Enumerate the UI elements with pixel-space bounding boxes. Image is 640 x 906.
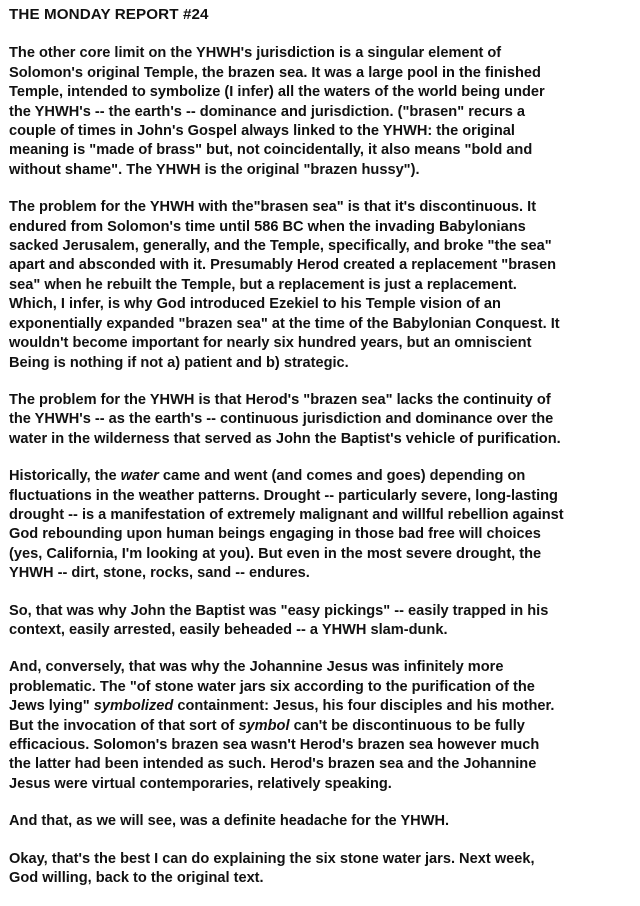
- paragraph-1: [9, 44, 635, 180]
- paragraph-8: [9, 850, 635, 889]
- paragraph-3: [9, 391, 635, 449]
- paragraph-line: The problem for the YHWH with the"brasen sea" is that it's discontinuous. It: [9, 199, 537, 216]
- report-title: THE MONDAY REPORT #24: [9, 6, 209, 23]
- paragraph-line: [9, 697, 635, 716]
- paragraph-line: [9, 467, 635, 486]
- paragraph-line: (yes, California, I'm looking at you). But even in the most severe drought, the: [9, 545, 542, 562]
- paragraph-line: So, that was why John the Baptist was "easy pickings" -- easily trapped in his: [9, 602, 549, 619]
- document-page: [9, 5, 635, 906]
- paragraph-line: endured from Solomon's time until 586 BC when the invading Babylonians: [9, 218, 526, 235]
- paragraph-line: the YHWH's -- as the earth's -- continuous jurisdiction and dominance over the: [9, 411, 554, 428]
- paragraph-line: the latter had been intended as such. Herod's brazen sea and the Johannine: [9, 756, 537, 773]
- paragraph-line: without shame". The YHWH is the original "brazen hussy").: [9, 161, 420, 178]
- paragraph-line: God willing, back to the original text.: [9, 870, 264, 887]
- text-run: came and went (and comes and goes) depending on: [158, 468, 526, 485]
- paragraph-line: sea" when he rebuilt the Temple, but a replacement is just a replacement.: [9, 276, 517, 293]
- paragraph-line: And, conversely, that was why the Johannine Jesus was infinitely more: [9, 659, 504, 676]
- paragraph-7: [9, 812, 635, 831]
- paragraph-line: And that, as we will see, was a definite headache for the YHWH.: [9, 813, 450, 830]
- paragraph-line: wouldn't become important for nearly six hundred years, but an omniscient: [9, 335, 532, 352]
- paragraph-line: meaning is "made of brass" but, not coincidentally, it also means "bold and: [9, 142, 533, 159]
- paragraph-6: [9, 658, 635, 794]
- paragraph-line: YHWH -- dirt, stone, rocks, sand -- endures.: [9, 565, 310, 582]
- paragraph-line: efficacious. Solomon's brazen sea wasn't Herod's brazen sea however much: [9, 737, 540, 753]
- paragraph-4: [9, 467, 635, 583]
- paragraph-5: [9, 602, 635, 641]
- text-run: containment: Jesus, his four disciples and his mother.: [173, 698, 555, 715]
- paragraph-line: drought -- is a manifestation of extremely malignant and willful rebellion against: [9, 506, 564, 523]
- paragraph-line: Okay, that's the best I can do explaining the six stone water jars. Next week,: [9, 850, 535, 867]
- paragraph-line: Solomon's original Temple, the brazen sea. It was a large pool in the finished: [9, 64, 541, 81]
- paragraph-line: the YHWH's -- the earth's -- dominance and jurisdiction. ("brasen" recurs a: [9, 103, 525, 120]
- paragraph-2: [9, 198, 635, 373]
- paragraph-line: The other core limit on the YHWH's jurisdiction is a singular element of: [9, 45, 502, 62]
- paragraph-line: Which, I infer, is why God introduced Ezekiel to his Temple vision of an: [9, 296, 501, 313]
- paragraph-line: fluctuations in the weather patterns. Drought -- particularly severe, long-lasting: [9, 487, 558, 504]
- paragraph-line: Being is nothing if not a) patient and b) strategic.: [9, 354, 349, 371]
- text-run: Jews lying": [9, 698, 94, 715]
- text-run: Historically, the: [9, 468, 121, 485]
- text-run: But the invocation of that sort of: [9, 717, 239, 734]
- paragraph-line: God rebounding upon human beings engaging in those bad free will choices: [9, 526, 541, 543]
- paragraph-line: problematic. The "of stone water jars six according to the purification of the: [9, 678, 535, 695]
- paragraph-line: couple of times in John's Gospel always linked to the YHWH: the original: [9, 123, 515, 140]
- emphasized-word: water: [120, 468, 159, 485]
- paragraph-line: apart and absconded with it. Presumably Herod created a replacement "brasen: [9, 257, 557, 274]
- emphasized-word: symbol: [238, 717, 290, 734]
- paragraph-line: exponentially expanded "brazen sea" at the time of the Babylonian Conquest. It: [9, 315, 560, 332]
- paragraph-line: [9, 717, 635, 736]
- paragraph-line: Temple, intended to symbolize (I infer) all the waters of the world being under: [9, 84, 545, 101]
- paragraph-line: The problem for the YHWH is that Herod's "brazen sea" lacks the continuity of: [9, 391, 551, 408]
- paragraph-line: context, easily arrested, easily beheaded -- a YHWH slam-dunk.: [9, 621, 448, 638]
- paragraph-line: water in the wilderness that served as John the Baptist's vehicle of purification.: [9, 430, 561, 447]
- paragraph-line: Jesus were virtual contemporaries, relatively speaking.: [9, 775, 392, 792]
- text-run: can't be discontinuous to be fully: [289, 717, 525, 734]
- paragraph-line: sacked Jerusalem, generally, and the Temple, specifically, and broke "the sea": [9, 238, 552, 255]
- emphasized-word: symbolized: [93, 698, 174, 715]
